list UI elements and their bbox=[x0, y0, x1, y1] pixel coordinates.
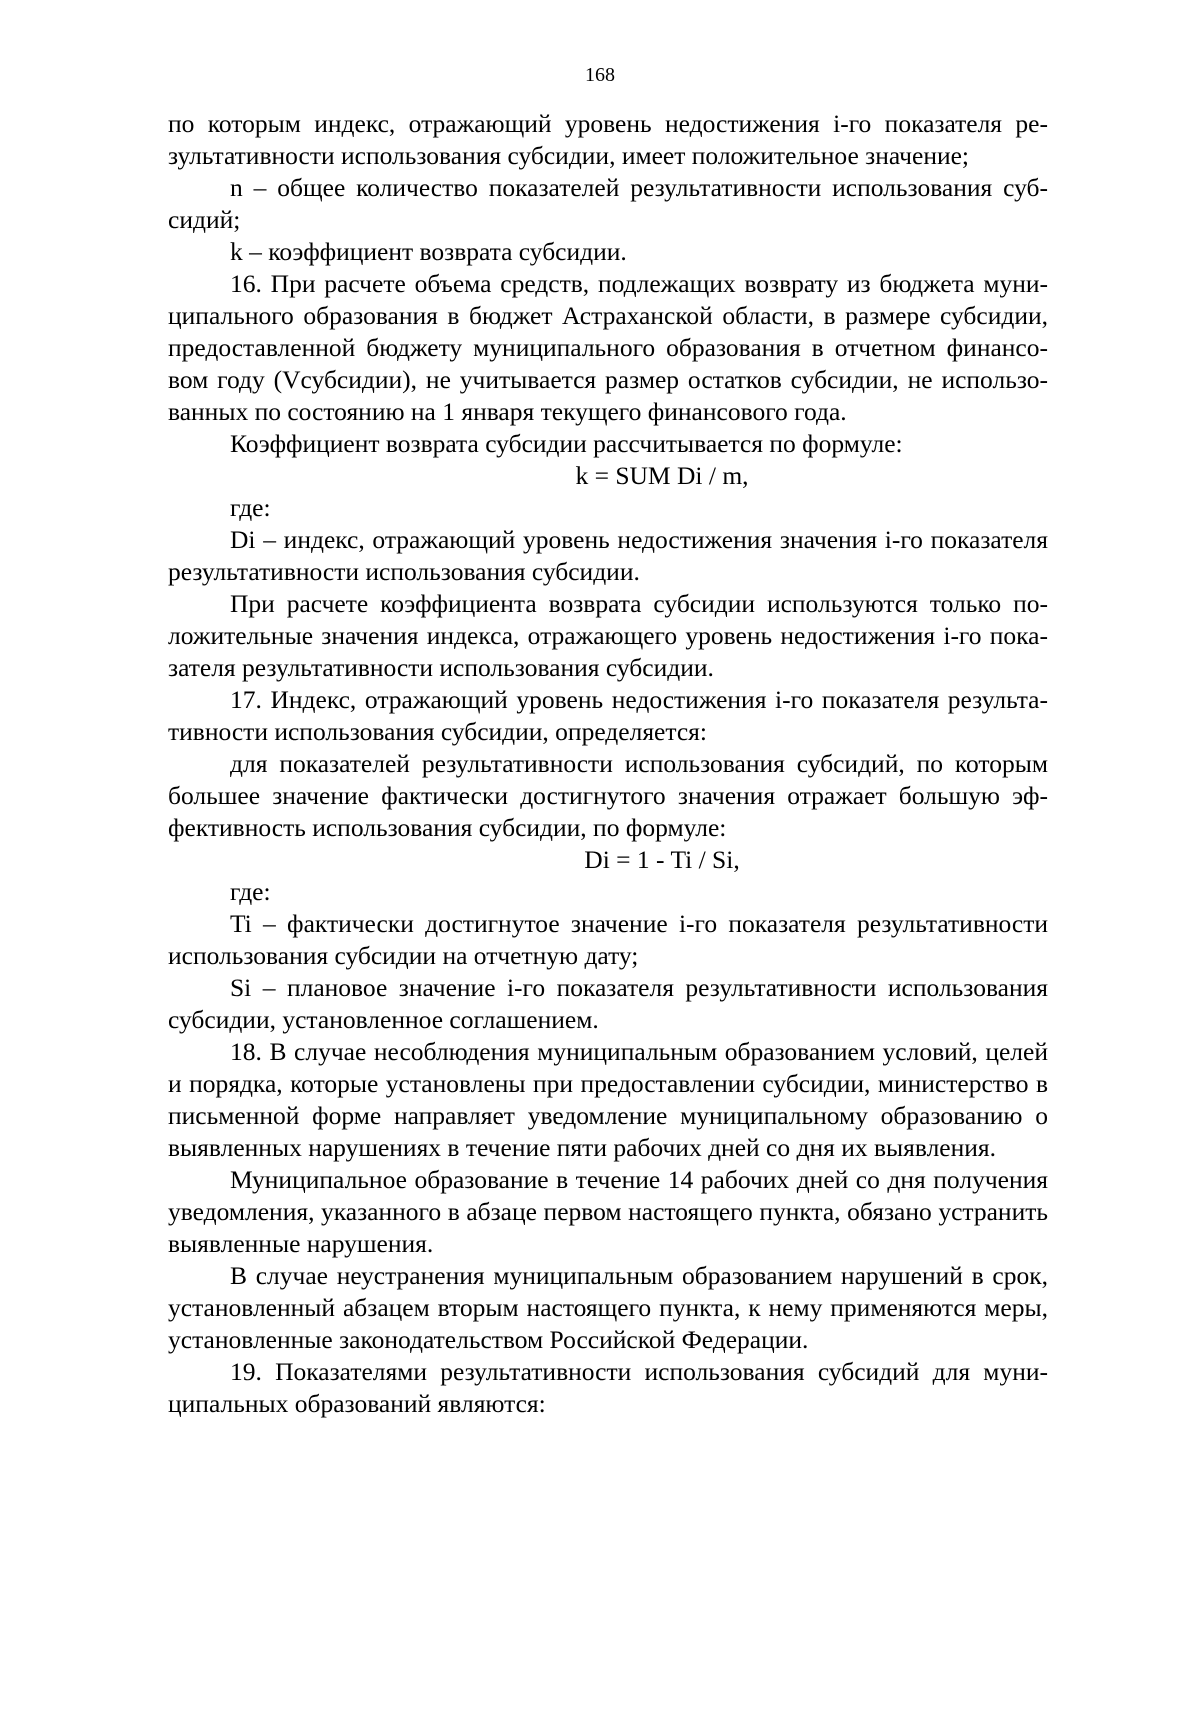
formula-di: Di = 1 - Ti / Si, bbox=[584, 845, 740, 874]
definition-n: n – общее количество показателей результативности использования субсидий; bbox=[168, 173, 1048, 234]
paragraph-continuation: по которым индекс, отражающий уровень недостижения i-го показателя результативности использования субсидии, имеет положительное значение; bbox=[168, 109, 1048, 170]
where-label: где: bbox=[230, 493, 271, 522]
definition-k: k – коэффициент возврата субсидии. bbox=[230, 237, 627, 266]
clause-17-condition: для показателей результативности использования субсидий, по которым большее значение фактически достигнутого значения отражает большую эффективность использования субсидии, по формуле: bbox=[168, 749, 1048, 842]
definition-si: Si – плановое значение i-го показателя результативности использования субсидии, установленное соглашением. bbox=[168, 973, 1048, 1034]
clause-17: 17. Индекс, отражающий уровень недостижения i-го показателя результативности использования субсидии, определяется: bbox=[168, 685, 1048, 746]
clause-19: 19. Показателями результативности использования субсидий для муниципальных образований являются: bbox=[168, 1357, 1048, 1418]
where-label: где: bbox=[230, 877, 271, 906]
definition-ti: Ti – фактически достигнутое значение i-го показателя результативности использования субсидии на отчетную дату; bbox=[168, 909, 1048, 970]
page-number: 168 bbox=[585, 64, 615, 86]
clause-16: 16. При расчете объема средств, подлежащих возврату из бюджета муниципального образования в бюджет Астраханской области, в размере субсидии, предоставленной бюджету муниципального образования в отчетном финансовом году (Vсубсидии), не учитывается размер остатков субсидии, не использованных по состоянию на 1 января текущего финансового года. bbox=[168, 269, 1048, 426]
formula-intro: Коэффициент возврата субсидии рассчитывается по формуле: bbox=[230, 429, 903, 458]
formula-k: k = SUM Di / m, bbox=[575, 461, 749, 490]
definition-di: Di – индекс, отражающий уровень недостижения значения i-го показателя результативности использования субсидии. bbox=[168, 525, 1048, 586]
note-positive-values: При расчете коэффициента возврата субсидии используются только положительные значения индекса, отражающего уровень недостижения i-го показателя результативности использования субсидии. bbox=[168, 589, 1048, 682]
clause-18: 18. В случае несоблюдения муниципальным образованием условий, целей и порядка, которые установлены при предоставлении субсидии, министерство в письменной форме направляет уведомление муниципальному образованию о выявленных нарушениях в течение пяти рабочих дней со дня их выявления. bbox=[168, 1037, 1048, 1162]
clause-18-remedy: Муниципальное образование в течение 14 рабочих дней со дня получения уведомления, указанного в абзаце первом настоящего пункта, обязано устранить выявленные нарушения. bbox=[168, 1165, 1048, 1258]
clause-18-sanctions: В случае неустранения муниципальным образованием нарушений в срок, установленный абзацем вторым настоящего пункта, к нему применяются меры, установленные законодательством Российской Федерации. bbox=[168, 1261, 1048, 1354]
document-body bbox=[168, 108, 1048, 1420]
